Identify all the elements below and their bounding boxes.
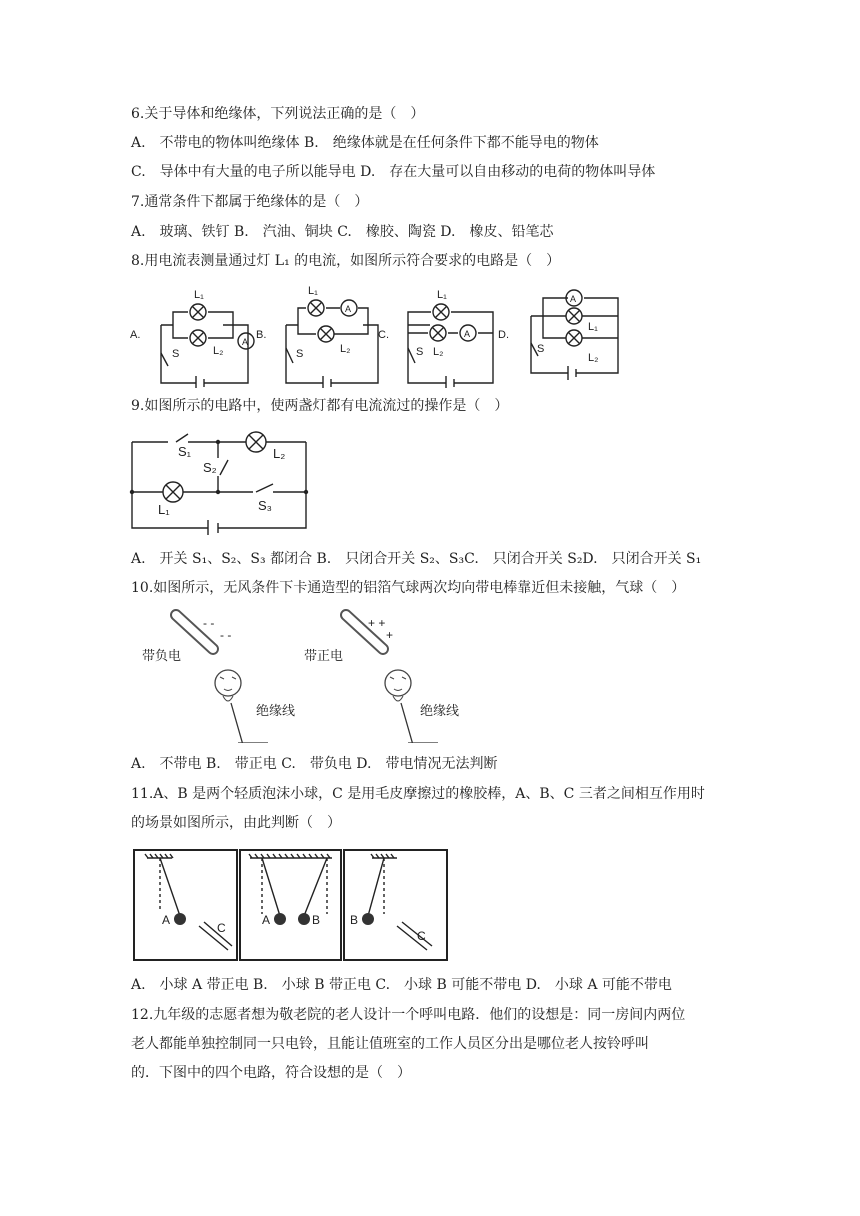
svg-text:绝缘线: 绝缘线: [420, 703, 460, 718]
circuit-b: [286, 300, 378, 388]
q10-options: A. 不带电 B. 带正电 C. 带负电 D. 带电情况无法判断: [131, 756, 498, 772]
svg-text:- -: - -: [220, 628, 232, 642]
svg-text:L₂: L₂: [213, 345, 224, 357]
svg-text:L₁: L₁: [437, 289, 447, 301]
svg-text:带负电: 带负电: [142, 648, 182, 663]
svg-text:C: C: [417, 929, 426, 943]
label-l1: L₁: [158, 502, 170, 517]
svg-text:L₂: L₂: [340, 343, 351, 355]
q12-stem-line1: 12.九年级的志愿者想为敬老院的老人设计一个呼叫电路．他们的设想是：同一房间内两位: [131, 1007, 686, 1023]
svg-text:L₁: L₁: [308, 285, 318, 297]
svg-text:B: B: [312, 913, 321, 927]
svg-text:S: S: [537, 343, 545, 355]
q6-options-cd: C. 导体中有大量的电子所以能导电 D. 存在大量可以自由移动的电荷的物体叫导体: [131, 164, 656, 180]
label-s1: S₁: [178, 444, 192, 459]
label-s2: S₂: [203, 460, 217, 475]
svg-text:L₁: L₁: [194, 289, 204, 301]
ball-a-icon: [174, 913, 186, 925]
option-d-label: D.: [498, 329, 509, 341]
q11-stem-line1: 11.A、B 是两个轻质泡沫小球，C 是用毛皮摩擦过的橡胶棒，A、B、C 三者之间相互作用时: [131, 786, 705, 802]
q9-circuit-figure: [128, 420, 318, 535]
q6-options-ab: A. 不带电的物体叫绝缘体 B. 绝缘体就是在任何条件下都不能导电的物体: [131, 135, 599, 151]
svg-text:S: S: [296, 348, 304, 360]
svg-text:S: S: [416, 346, 424, 358]
q12-stem-line3: 的．下图中的四个电路，符合设想的是（ ）: [131, 1065, 411, 1081]
switch-icon: [161, 353, 168, 366]
svg-text:C: C: [217, 921, 226, 935]
svg-text:A: A: [162, 913, 171, 927]
label-s3: S₃: [258, 498, 272, 513]
ball-a-icon: [274, 913, 286, 925]
label-l2: L₂: [273, 446, 286, 461]
switch-icon: [286, 348, 293, 363]
switch-icon: [408, 348, 415, 363]
svg-text:A: A: [262, 913, 271, 927]
svg-text:绝缘线: 绝缘线: [256, 703, 296, 718]
q6-stem: 6.关于导体和绝缘体，下列说法正确的是（ ）: [131, 106, 425, 122]
svg-text:- -: - -: [203, 616, 215, 630]
q11-options: A. 小球 A 带正电 B. 小球 B 带正电 C. 小球 B 可能不带电 D. 小球 A 可能不带电: [131, 977, 672, 993]
svg-text:A: A: [345, 304, 352, 314]
svg-text:L₂: L₂: [433, 346, 444, 358]
svg-text:L₁: L₁: [588, 321, 598, 333]
circuit-a: [161, 304, 254, 388]
ball-b-icon: [362, 913, 374, 925]
q11-stem-line2: 的场景如图所示，由此判断（ ）: [131, 815, 341, 831]
svg-text:A: A: [570, 294, 577, 304]
option-b-label: B.: [256, 329, 267, 341]
q7-stem: 7.通常条件下都属于绝缘体的是（ ）: [131, 194, 369, 210]
negative-rod-scene: [142, 615, 295, 743]
q8-stem: 8.用电流表测量通过灯 L₁ 的电流，如图所示符合要求的电路是（ ）: [131, 253, 561, 269]
q9-stem: 9.如图所示的电路中，使两盏灯都有电流流过的操作是（ ）: [131, 398, 509, 414]
option-a-label: A.: [130, 329, 141, 341]
q8-circuit-figure: [128, 278, 638, 388]
svg-text:L₂: L₂: [588, 352, 599, 364]
q11-balls-figure: [132, 840, 450, 965]
q10-balloon-figure: [128, 603, 468, 743]
svg-text:B: B: [350, 913, 359, 927]
option-c-label: C.: [378, 329, 389, 341]
svg-text:A: A: [464, 329, 471, 339]
q9-options: A. 开关 S₁、S₂、S₃ 都闭合 B. 只闭合开关 S₂、S₃C. 只闭合开关 S₂D. 只闭合开关 S₁: [131, 551, 702, 567]
positive-rod-scene: [304, 615, 459, 743]
svg-text:A: A: [242, 337, 249, 347]
svg-text:S: S: [172, 348, 180, 360]
q12-stem-line2: 老人都能单独控制同一只电铃，且能让值班室的工作人员区分出是哪位老人按铃呼叫: [131, 1036, 649, 1052]
svg-text:+ +: + +: [368, 616, 386, 630]
q10-stem: 10.如图所示，无风条件下卡通造型的铝箔气球两次均向带电棒靠近但未接触，气球（ ）: [131, 580, 686, 596]
svg-text:带正电: 带正电: [304, 648, 344, 663]
ball-b-icon: [298, 913, 310, 925]
svg-text:+: +: [386, 628, 394, 642]
q7-options: A. 玻璃、铁钉 B. 汽油、铜块 C. 橡胶、陶瓷 D. 橡皮、铅笔芯: [131, 224, 554, 240]
